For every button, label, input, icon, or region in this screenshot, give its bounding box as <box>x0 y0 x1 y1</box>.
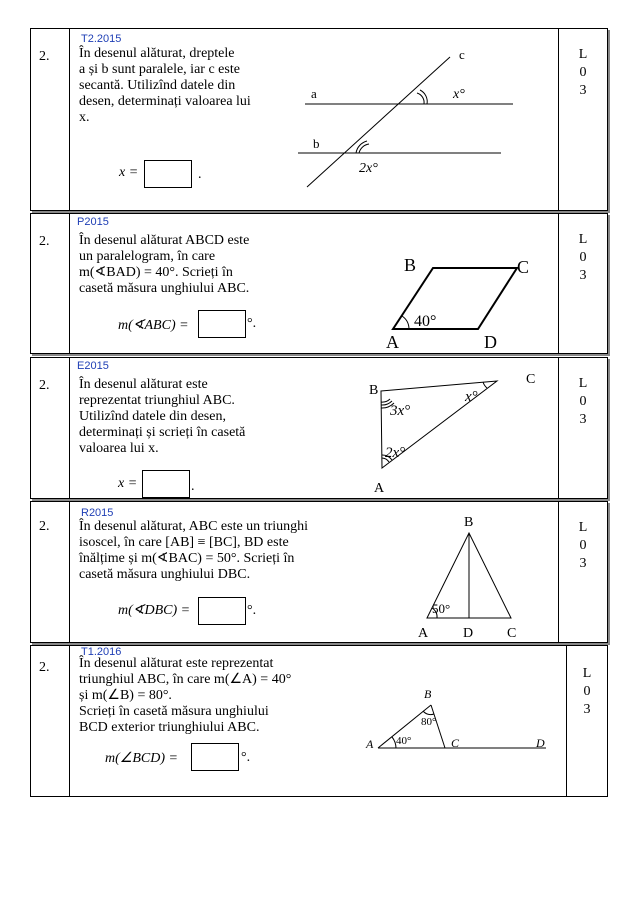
answer-suffix: . <box>198 167 202 182</box>
vertex-D-label: D <box>536 736 545 750</box>
triangle-figure <box>366 364 536 494</box>
exterior-angle-figure <box>351 676 551 786</box>
vertex-C-label: C <box>451 736 460 750</box>
score-digit: 3 <box>579 268 587 283</box>
vertex-C-label: C <box>507 626 517 641</box>
score-digit: 3 <box>579 556 587 571</box>
text-line: x. <box>79 110 90 125</box>
line-a-label: a <box>311 86 317 101</box>
vertex-B-label: B <box>369 383 379 398</box>
angle-50-label: 50° <box>432 601 451 616</box>
problem-number-cell <box>31 358 70 498</box>
problem-row-2 <box>30 213 608 354</box>
problem-row-1 <box>30 28 608 211</box>
angle-40-label: 40° <box>396 735 412 747</box>
text-line: desen, determinați valoarea lui <box>79 94 251 109</box>
score-letter: L <box>582 666 592 681</box>
answer-box[interactable] <box>198 597 246 625</box>
score-digit: 0 <box>579 538 587 553</box>
text-line: În desenul alăturat este <box>79 377 208 392</box>
score-cell <box>558 214 607 353</box>
angle-x-label: x° <box>465 389 478 405</box>
vertex-A-label: A <box>374 481 385 496</box>
score-digit: 0 <box>583 684 591 699</box>
answer-label: m(∢DBC) = <box>118 603 191 618</box>
problem-text <box>79 377 259 457</box>
vertex-A-label: A <box>418 626 429 641</box>
line-b-label: b <box>313 136 320 151</box>
vertex-B-label: B <box>404 255 417 275</box>
answer-suffix: °. <box>241 750 251 765</box>
text-line: În desenul alăturat, ABC este un triunghi <box>79 519 309 534</box>
problem-number: 2. <box>39 519 50 534</box>
score-cell <box>558 502 607 642</box>
problem-tag: E2015 <box>77 360 109 372</box>
text-line: a și b sunt paralele, iar c este <box>79 62 240 77</box>
text-line: BCD exterior triunghiului ABC. <box>79 720 260 735</box>
score-digit: 3 <box>579 412 587 427</box>
angle-2x-label: 2x° <box>359 161 378 176</box>
text-line: m(∢BAD) = 40°. Scrieți în <box>79 265 233 280</box>
problem-number-cell <box>31 29 70 210</box>
text-line: determinați și scrieți în casetă <box>79 425 246 440</box>
parallelogram-figure <box>376 222 556 352</box>
score-digit: 0 <box>579 65 587 80</box>
problem-text <box>79 656 329 736</box>
text-line: În desenul alăturat, dreptele <box>79 46 235 61</box>
text-line: casetă măsura unghiului ABC. <box>79 281 250 296</box>
answer-suffix: °. <box>247 316 257 331</box>
text-line: și m(∠B) = 80°. <box>79 688 172 703</box>
answer-label: m(∢ABC) = <box>118 318 189 333</box>
vertex-D-label: D <box>463 626 474 641</box>
answer-suffix: °. <box>247 603 257 618</box>
angle-80-label: 80° <box>421 716 437 728</box>
problem-number: 2. <box>39 378 50 393</box>
answer-box[interactable] <box>198 310 246 338</box>
text-line: secantă. Utilizînd datele din <box>79 78 236 93</box>
text-line: un paralelogram, în care <box>79 249 216 264</box>
problem-number-cell <box>31 214 70 353</box>
isosceles-triangle-figure <box>396 512 536 642</box>
answer-label: x = <box>118 476 138 491</box>
vertex-A-label: A <box>386 332 399 352</box>
score-letter: L <box>578 376 588 391</box>
problem-tag: T2.2015 <box>81 33 122 45</box>
text-line: În desenul alăturat ABCD este <box>79 233 250 248</box>
score-digit: 3 <box>583 702 591 717</box>
problem-number-cell <box>31 646 70 796</box>
problem-row-4 <box>30 501 608 643</box>
answer-box[interactable] <box>142 470 190 498</box>
problem-text <box>79 46 269 126</box>
text-line: reprezentat triunghiul ABC. <box>79 393 235 408</box>
answer-box[interactable] <box>191 743 239 771</box>
text-line: valoarea lui x. <box>79 441 159 456</box>
answer-label: m(∠BCD) = <box>105 751 178 766</box>
problem-row-3 <box>30 357 608 499</box>
vertex-D-label: D <box>484 332 497 352</box>
score-cell <box>566 646 607 796</box>
problem-number: 2. <box>39 660 50 675</box>
angle-3x-label: 3x° <box>390 403 411 419</box>
text-line: isoscel, în care [AB] ≡ [BC], BD este <box>79 535 289 550</box>
score-cell <box>558 358 607 498</box>
score-letter: L <box>578 47 588 62</box>
text-line: triunghiul ABC, în care m(∠A) = 40° <box>79 672 292 687</box>
answer-label: x = <box>119 165 139 180</box>
vertex-A-label: A <box>366 737 374 751</box>
problem-tag: R2015 <box>81 507 114 519</box>
parallel-lines-figure <box>293 41 533 191</box>
angle-x-label: x° <box>453 87 465 102</box>
problem-text <box>79 233 279 297</box>
score-digit: 3 <box>579 83 587 98</box>
problem-number: 2. <box>39 234 50 249</box>
problem-number-cell <box>31 502 70 642</box>
problem-number: 2. <box>39 49 50 64</box>
line-c-label: c <box>459 47 465 62</box>
score-digit: 0 <box>579 250 587 265</box>
text-line: Utilizînd datele din desen, <box>79 409 226 424</box>
vertex-B-label: B <box>424 687 432 701</box>
text-line: casetă măsura unghiului DBC. <box>79 567 251 582</box>
score-digit: 0 <box>579 394 587 409</box>
problem-tag: T1.2016 <box>81 646 122 658</box>
problem-text <box>79 519 359 583</box>
text-line: Scrieți în casetă măsura unghiului <box>79 704 269 719</box>
score-cell <box>558 29 607 210</box>
text-line: înălțime și m(∢BAC) = 50°. Scrieți în <box>79 551 295 566</box>
text-line: În desenul alăturat este reprezentat <box>79 656 274 671</box>
score-letter: L <box>578 232 588 247</box>
vertex-B-label: B <box>464 515 474 530</box>
angle-40-label: 40° <box>414 313 437 330</box>
answer-suffix: . <box>191 479 195 494</box>
vertex-C-label: C <box>526 372 536 387</box>
score-letter: L <box>578 520 588 535</box>
problem-row-5 <box>30 645 608 797</box>
problem-tag: P2015 <box>77 216 109 228</box>
vertex-C-label: C <box>517 257 530 277</box>
answer-box[interactable] <box>144 160 192 188</box>
angle-2x-label: 2x° <box>385 445 406 461</box>
